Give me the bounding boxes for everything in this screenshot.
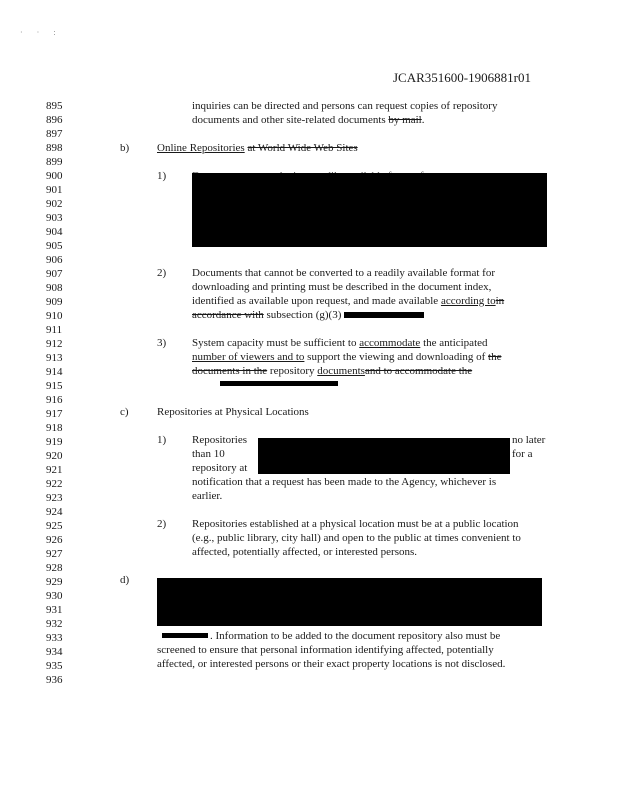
- line-number: 896: [46, 114, 63, 126]
- item-b2-line-4: [192, 308, 341, 322]
- line-896-text: [192, 113, 424, 127]
- line-number: 901: [46, 184, 63, 196]
- item-b3-line-1-b: accommodate: [359, 337, 421, 349]
- item-b3-line-2-c: the: [488, 351, 502, 363]
- item-c1-line-1-b: no later: [512, 434, 546, 446]
- section-d-line-7: affected, or interested persons or their exact property locations is not disclosed.: [157, 658, 506, 670]
- section-d-label: d): [120, 574, 130, 586]
- line-number: 912: [46, 338, 63, 350]
- redaction-inline: [344, 312, 424, 318]
- item-c1-line-5: earlier.: [192, 490, 223, 502]
- item-c2-line-3: affected, potentially affected, or interested persons.: [192, 546, 418, 558]
- line-number: 931: [46, 604, 63, 616]
- line-number: 897: [46, 128, 63, 140]
- line-number: 921: [46, 464, 63, 476]
- line-number: 928: [46, 562, 63, 574]
- document-id: JCAR351600-1906881r01: [393, 70, 531, 85]
- line-number: 911: [46, 324, 63, 336]
- item-b2-label: 2): [157, 267, 167, 279]
- redaction-inline: [220, 381, 338, 386]
- line-number: 932: [46, 618, 63, 630]
- line-number: 898: [46, 142, 63, 154]
- redaction-block: [192, 173, 547, 247]
- item-b3-line-2-b: support the viewing and downloading of: [307, 351, 486, 363]
- item-b3-line-3: [192, 364, 472, 378]
- item-b1-label: 1): [157, 170, 167, 182]
- item-b3-line-1-c: the anticipated: [423, 337, 488, 349]
- line-number: 900: [46, 170, 63, 182]
- line-number: 915: [46, 380, 63, 392]
- line-number: 904: [46, 226, 63, 238]
- line-number: 918: [46, 422, 63, 434]
- item-b2-line-4-a: accordance with: [192, 309, 264, 321]
- section-b-title-text: Online Repositories: [157, 142, 245, 154]
- section-d-line-5: . Information to be added to the document repository also must be: [210, 630, 501, 642]
- line-896-end: .: [421, 114, 425, 126]
- item-b2-line-3-c: in: [495, 295, 505, 307]
- item-c2-line-2: (e.g., public library, city hall) and open to the public at times convenient to: [192, 532, 521, 544]
- line-number: 925: [46, 520, 63, 532]
- line-number: 919: [46, 436, 63, 448]
- line-number: 914: [46, 366, 63, 378]
- item-c1-line-3: repository at: [192, 462, 248, 474]
- item-b2-line-2: downloading and printing must be described in the document index,: [192, 281, 492, 293]
- line-number: 917: [46, 408, 63, 420]
- item-c1-line-4: notification that a request has been made to the Agency, whichever is: [192, 476, 497, 488]
- section-b-label: b): [120, 142, 130, 154]
- line-number: 907: [46, 268, 63, 280]
- line-number: 910: [46, 310, 63, 322]
- section-b-title: [157, 141, 358, 155]
- line-number: 906: [46, 254, 63, 266]
- item-b3-line-1: [192, 336, 488, 350]
- scan-marks: · · :: [20, 28, 62, 37]
- item-b2-line-4-b: subsection (g)(3): [266, 309, 342, 321]
- item-b3-line-3-a: documents in the: [192, 365, 268, 377]
- line-number: 930: [46, 590, 63, 602]
- item-b2-line-1: Documents that cannot be converted to a readily available format for: [192, 267, 495, 279]
- line-number: 922: [46, 478, 63, 490]
- item-b3-line-2: [192, 350, 502, 364]
- section-d-line-6: screened to ensure that personal information identifying affected, potentially: [157, 644, 494, 656]
- item-c1-label: 1): [157, 434, 167, 446]
- line-number: 909: [46, 296, 63, 308]
- section-c-label: c): [120, 406, 129, 418]
- item-b2-line-3-a: identified as available upon request, and made available: [192, 295, 439, 307]
- redaction-block: [258, 438, 510, 474]
- line-number: 923: [46, 492, 63, 504]
- line-number: 905: [46, 240, 63, 252]
- item-b3-line-2-a: number of viewers and to: [192, 351, 305, 363]
- line-number: 929: [46, 576, 63, 588]
- line-number: 927: [46, 548, 63, 560]
- item-c1-line-1-a: Repositories: [192, 434, 247, 446]
- line-number: 936: [46, 674, 63, 686]
- line-895-text: inquiries can be directed and persons can request copies of repository: [192, 100, 498, 112]
- redaction-block: [157, 578, 542, 626]
- line-number: 895: [46, 100, 63, 112]
- line-number: 926: [46, 534, 63, 546]
- line-number: 903: [46, 212, 63, 224]
- item-c1-line-2-b: for a: [512, 448, 533, 460]
- redaction-inline: [162, 633, 208, 638]
- section-b-title-strike: at World Wide Web Sites: [247, 142, 358, 154]
- item-b3-line-3-c: documents: [317, 365, 365, 377]
- line-number: 908: [46, 282, 63, 294]
- item-b3-label: 3): [157, 337, 167, 349]
- line-number: 935: [46, 660, 63, 672]
- item-b2-line-3: [192, 294, 504, 308]
- line-number: 934: [46, 646, 63, 658]
- item-b2-line-3-b: according to: [440, 295, 496, 307]
- section-c-title: Repositories at Physical Locations: [157, 406, 309, 418]
- line-number: 933: [46, 632, 63, 644]
- line-896-part-a: documents and other site-related documents: [192, 114, 386, 126]
- item-c2-label: 2): [157, 518, 167, 530]
- item-c1-line-2-a: than 10: [192, 448, 225, 460]
- line-number: 920: [46, 450, 63, 462]
- line-number: 913: [46, 352, 63, 364]
- line-number: 916: [46, 394, 63, 406]
- item-b3-line-3-b: repository: [269, 365, 315, 377]
- item-b3-line-3-d: and to accommodate the: [364, 365, 473, 377]
- line-number: 902: [46, 198, 63, 210]
- item-c2-line-1: Repositories established at a physical location must be at a public location: [192, 518, 519, 530]
- item-b3-line-1-a: System capacity must be sufficient to: [192, 337, 357, 349]
- line-number: 924: [46, 506, 63, 518]
- line-896-strike: by mail: [388, 114, 422, 126]
- line-number: 899: [46, 156, 63, 168]
